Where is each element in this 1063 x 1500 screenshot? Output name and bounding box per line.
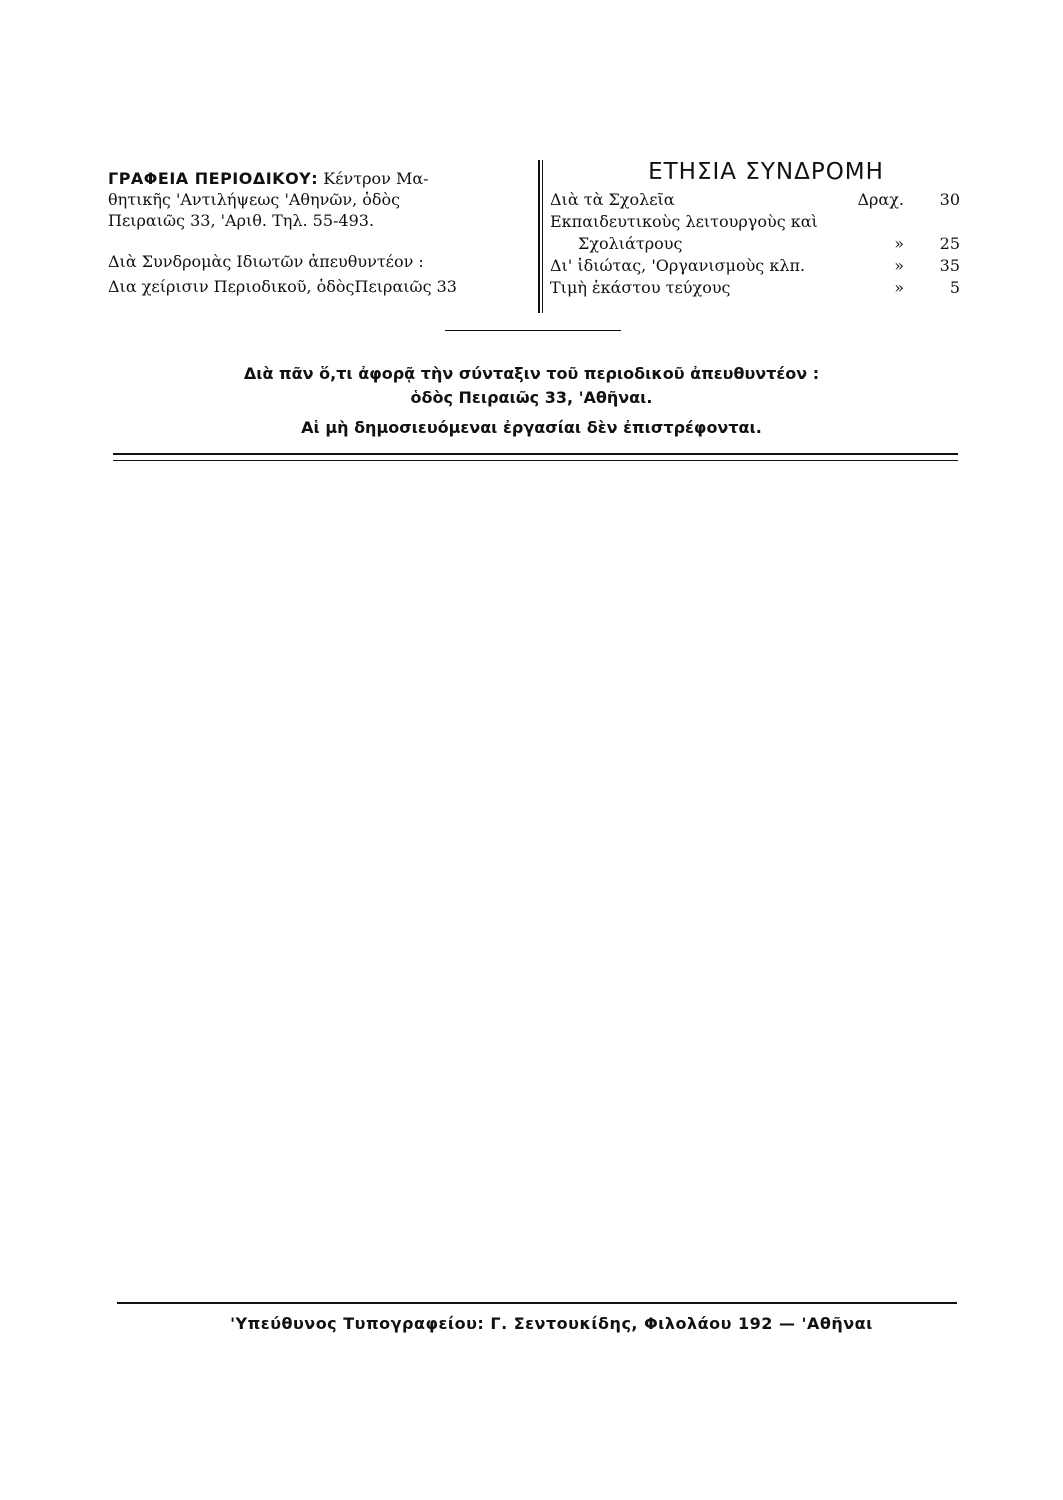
annual-subscription-block [550,159,962,299]
management-contact-line: Δια χείρισιν Περιοδικοῦ, ὁδὸςΠειραιῶς 33 [108,277,457,296]
row-label: Σχολιάτρους [578,234,683,253]
subscription-row [550,189,962,211]
row-unit: » [894,278,904,297]
row-amount: 35 [939,256,960,275]
row-label: Δι' ἰδιώτας, 'Οργανισμοὺς κλπ. [550,256,806,275]
subscription-row [550,211,962,233]
column-divider-thin [542,160,543,313]
offices-line3: Πειραιῶς 33, 'Αριθ. Τηλ. 55-493. [108,211,375,230]
subscription-row [550,277,962,299]
journal-offices-block [108,168,538,297]
row-label: Τιμὴ ἑκάστου τεύχους [550,278,731,297]
subscription-title: ΕΤΗΣΙΑ ΣΥΝΔΡΟΜΗ [648,159,884,185]
row-amount: 30 [939,190,960,209]
editorial-notice-line2: ὁδὸς Πειραιῶς 33, 'Αθῆναι. [410,388,653,407]
editorial-notice-line3: Αἱ μὴ δημοσιευόμεναι ἐργασίαι δὲν ἐπιστρέφονται. [301,418,762,437]
editorial-notice-line1: Διὰ πᾶν ὅ,τι ἀφορᾷ τὴν σύνταξιν τοῦ περιοδικοῦ ἀπευθυντέον : [243,364,820,383]
subscriptions-contact-line: Διὰ Συνδρομὰς Ιδιωτῶν ἀπευθυντέον : [108,252,424,271]
offices-heading: ΓΡΑΦΕΙΑ ΠΕΡΙΟΔΙΚΟΥ: [108,169,319,188]
offices-paragraph [108,168,538,231]
offices-line2: θητικῆς 'Αντιλήψεως 'Αθηνῶν, ὁδὸς [108,190,401,209]
double-rule-bottom [113,460,958,461]
column-divider [538,160,540,313]
short-divider [445,330,621,331]
row-amount: 25 [939,234,960,253]
row-unit: Δραχ. [857,190,904,209]
offices-line1: Κέντρον Μα- [323,169,429,188]
printer-credit: 'Υπεύθυνος Τυπογραφείου: Γ. Σεντουκίδης, Φιλολάου 192 — 'Αθῆναι [230,1314,873,1333]
subscription-row [550,233,962,255]
row-amount: 5 [949,278,960,297]
row-unit: » [894,256,904,275]
footer-rule [117,1302,957,1304]
subscription-row [550,255,962,277]
row-unit: » [894,234,904,253]
row-label: Εκπαιδευτικοὺς λειτουργοὺς καὶ [550,212,818,231]
row-label: Διὰ τὰ Σχολεῖα [550,190,675,209]
double-rule-top [113,453,958,455]
